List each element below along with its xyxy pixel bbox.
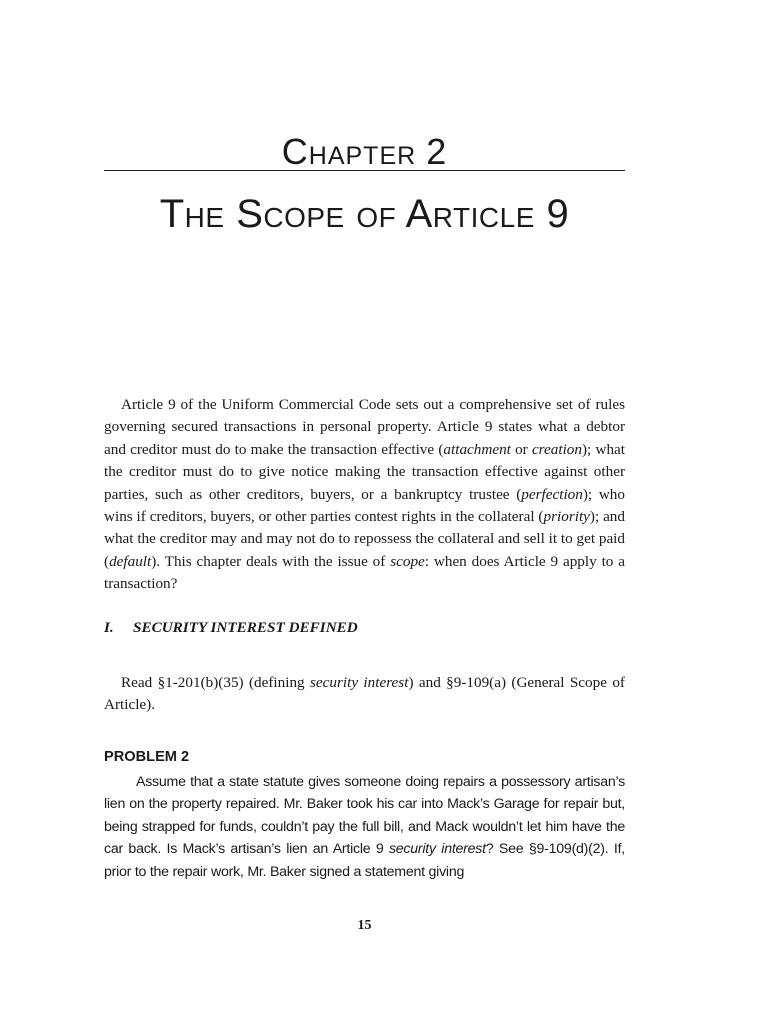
chapter-title: The Scope of Article 9 [159,192,570,236]
intro-paragraph: Article 9 of the Uniform Commercial Code sets out a comprehensive set of rules governing secured transactions in personal property. Article 9 states what a debtor and creditor must do to make the transaction effective (attachment or creation); what the creditor must do to give notice making the transaction effective against other parties, such as other creditors, buyers, or a bankruptcy trustee (perfection); who wins if creditors, buyers, or other parties contest rights in the collateral (priority); and what the creditor may and may not do to repossess the collateral and sell it to get paid (default). This chapter deals with the issue of scope: when does Article 9 apply to a transaction? [104,396,625,593]
term-priority: priority [543,508,590,526]
term-scope: scope [390,552,425,570]
chapter-number: 2 [426,131,448,172]
section-heading [104,617,358,639]
term-perfection: perfection [521,485,583,503]
term-security-interest: security interest [310,674,409,691]
reading-assignment: Read §1-201(b)(35) (defining security interest) and §9-109(a) (General Scope of Article). [104,674,625,714]
chapter-word: Chapter [281,131,417,172]
term-default: default [109,552,152,570]
section-numeral: I. [104,619,114,636]
chapter-label [104,130,625,174]
problem-heading: PROBLEM 2 [104,749,190,765]
problem-paragraph: Assume that a state statute gives someone doing repairs a possessory artisan’s lien on the property repaired. Mr. Baker took his car into Mack’s Garage for repair but, being strapped for funds, couldn’t pay the full bill, and Mack wouldn’t let him have the car back. Is Mack’s artisan’s lien an Article 9 security interest? See §9-109(d)(2). If, prior to the repair work, Mr. Baker signed a statement giving [104,774,625,880]
section-title: SECURITY INTEREST DEFINED [133,619,358,636]
term-attachment: attachment [443,440,511,458]
chapter-divider [104,170,625,171]
term-security-interest-problem: security interest [388,841,486,858]
term-creation: creation [531,440,582,458]
page-number: 15 [357,918,372,933]
